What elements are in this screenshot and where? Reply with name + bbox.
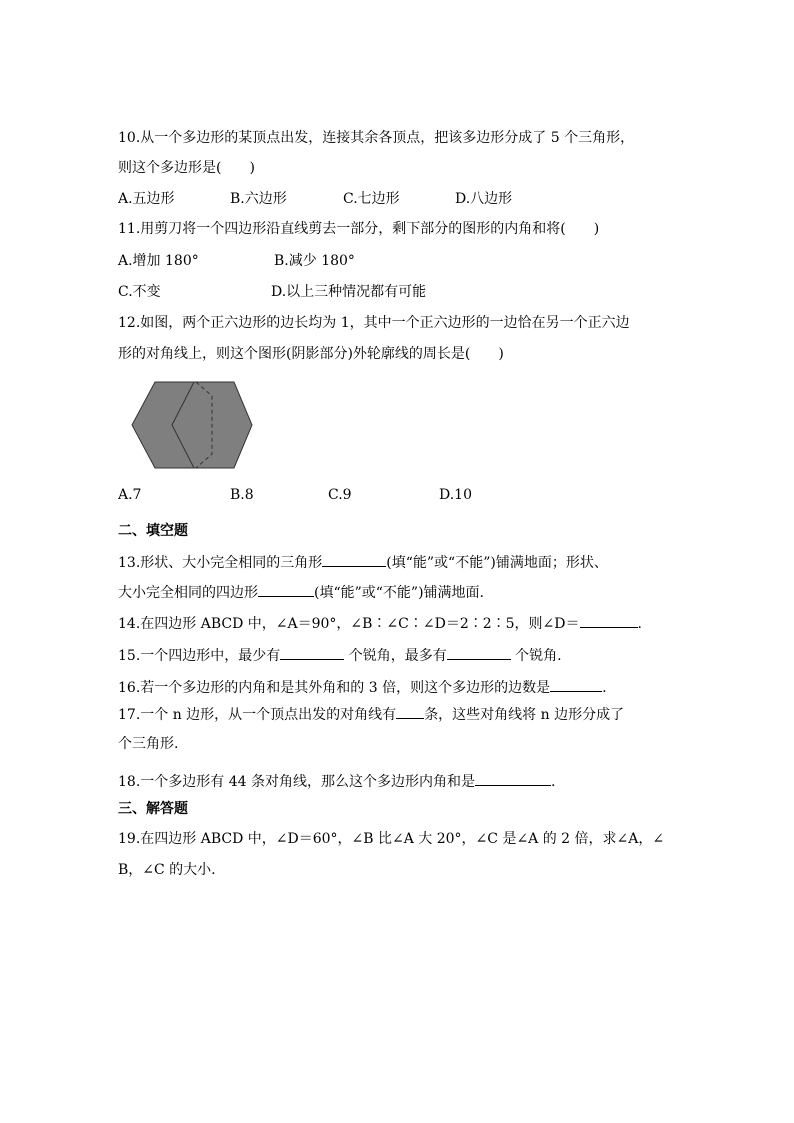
q16-blank[interactable] (550, 677, 602, 692)
q15-blank-2[interactable] (447, 645, 511, 660)
q12-option-b: B.8 (230, 487, 254, 503)
q14-blank[interactable] (580, 613, 638, 628)
q15-blank-1[interactable] (280, 645, 344, 660)
q13-text-c: 大小完全相同的四边形 (118, 585, 258, 601)
q11-option-b: B.减少 180° (274, 253, 355, 269)
q12-option-d: D.10 (439, 487, 472, 503)
q10-stem-line1: 10.从一个多边形的某顶点出发，连接其余各顶点，把该多边形分成了 5 个三角形， (118, 130, 635, 146)
q18-text-b: . (550, 774, 556, 790)
q13-blank-2[interactable] (258, 582, 314, 597)
q12-option-c: C.9 (328, 487, 352, 503)
q17-line2: 个三角形. (118, 736, 179, 752)
q15-line (118, 645, 562, 666)
two-hexagons-figure (128, 378, 254, 474)
q17-line1 (118, 704, 624, 725)
q13-text-d: (填“能”或“不能”)铺满地面. (314, 585, 485, 601)
q15-text-b: 个锐角，最多有 (344, 648, 447, 664)
q16-line (118, 677, 607, 698)
q14-line (118, 613, 642, 634)
q19-line1: 19.在四边形 ABCD 中，∠D＝60°，∠B 比∠A 大 20°，∠C 是∠A 的 2 倍，求∠A，∠ (118, 831, 665, 847)
q10-option-b: B.六边形 (230, 191, 287, 207)
q18-blank[interactable] (475, 771, 551, 786)
q12-stem-line1: 12.如图，两个正六边形的边长均为 1，其中一个正六边形的一边恰在另一个正六边 (118, 315, 630, 331)
q18-line (118, 771, 555, 792)
q14-text-b: . (637, 616, 642, 632)
q13-blank-1[interactable] (322, 552, 386, 567)
q19-line2: B，∠C 的大小. (118, 862, 216, 878)
q16-text-a: 16.若一个多边形的内角和是其外角和的 3 倍，则这个多边形的边数是 (118, 680, 551, 696)
q11-option-c: C.不变 (118, 284, 161, 300)
q13-line2 (118, 582, 484, 603)
q17-blank-1[interactable] (396, 704, 424, 719)
section-answer-heading: 三、解答题 (118, 801, 188, 817)
q16-text-b: . (602, 680, 607, 696)
q10-option-c: C.七边形 (343, 191, 400, 207)
q12-option-a: A.7 (118, 487, 142, 503)
q11-option-d: D.以上三种情况都有可能 (271, 284, 427, 300)
q11-option-a: A.增加 180° (118, 253, 199, 269)
q10-option-a: A.五边形 (118, 191, 175, 207)
section-fill-in-heading: 二、填空题 (118, 523, 188, 539)
q17-text-a: 17.一个 n 边形，从一个顶点出发的对角线有 (118, 707, 397, 723)
q10-option-d: D.八边形 (455, 191, 513, 207)
q14-text-a: 14.在四边形 ABCD 中，∠A＝90°，∠B∶∠C∶∠D＝2∶2∶5，则∠D＝ (118, 616, 580, 632)
q15-text-a: 15.一个四边形中，最少有 (118, 648, 281, 664)
q10-stem-line2: 则这个多边形是( ) (118, 160, 255, 176)
q13-text-b: (填“能”或“不能”)铺满地面；形状、 (386, 555, 608, 571)
q18-text-a: 18.一个多边形有 44 条对角线，那么这个多边形内角和是 (118, 774, 475, 790)
q13-text-a: 13.形状、大小完全相同的三角形 (118, 555, 323, 571)
q17-text-b: 条，这些对角线将 n 边形分成了 (424, 707, 625, 723)
q13-line1 (118, 552, 608, 573)
q11-stem: 11.用剪刀将一个四边形沿直线剪去一部分，剩下部分的图形的内角和将( ) (118, 221, 600, 237)
q15-text-c: 个锐角. (510, 648, 562, 664)
q12-stem-line2: 形的对角线上，则这个图形(阴影部分)外轮廓线的周长是( ) (118, 346, 504, 362)
